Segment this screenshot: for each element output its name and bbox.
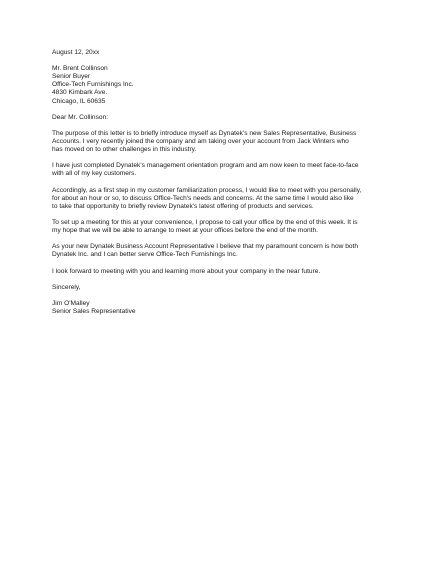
letter-page bbox=[52, 49, 397, 316]
paragraph-meeting-request bbox=[52, 187, 397, 211]
paragraph-orientation bbox=[52, 162, 397, 178]
spacer bbox=[52, 106, 397, 114]
paragraph-line: Accordingly, as a first step in my customer familiarization process, I would like to meet with you personally, bbox=[52, 186, 362, 194]
spacer bbox=[52, 179, 397, 187]
paragraph-line: to take that opportunity to briefly review Dynatek's latest offering of products and services. bbox=[52, 202, 314, 210]
paragraph-concern bbox=[52, 243, 397, 259]
paragraph-line: As your new Dynatek Business Account Representative I believe that my paramount concern is how both bbox=[52, 243, 359, 251]
spacer bbox=[52, 122, 397, 130]
spacer bbox=[52, 276, 397, 284]
recipient-street: 4830 Kimbark Ave. bbox=[52, 89, 108, 97]
paragraph-line: for about an hour or so, to discuss Office-Tech's needs and concerns. At the same time I would also like bbox=[52, 194, 354, 202]
recipient-address-block bbox=[52, 65, 397, 105]
paragraph-introduction bbox=[52, 130, 397, 154]
paragraph-line: Dynatek Inc. and I can better serve Office-Tech Furnishings Inc. bbox=[52, 251, 238, 259]
signature-title: Senior Sales Representative bbox=[52, 308, 136, 315]
salutation: Dear Mr. Collinson: bbox=[52, 113, 109, 121]
paragraph-closing-remark bbox=[52, 268, 397, 276]
spacer bbox=[52, 211, 397, 219]
paragraph-line: To set up a meeting for this at your convenience, I propose to call your office by the end of this week. It is bbox=[52, 218, 358, 226]
recipient-name: Mr. Brent Collinson bbox=[52, 65, 108, 73]
closing: Sincerely, bbox=[52, 283, 81, 291]
spacer bbox=[52, 154, 397, 162]
paragraph-line: my hope that we will be able to arrange to meet at your offices before the end of the month. bbox=[52, 227, 318, 235]
spacer bbox=[52, 292, 397, 300]
paragraph-line: The purpose of this letter is to briefly introduce myself as Dynatek's new Sales Representative, Business bbox=[52, 129, 357, 137]
letter-date: August 12, 20xx bbox=[52, 49, 100, 56]
spacer bbox=[52, 235, 397, 243]
spacer bbox=[52, 57, 397, 65]
recipient-title: Senior Buyer bbox=[52, 73, 91, 81]
paragraph-line: I have just completed Dynatek's management orientation program and am now keen to meet face-to-face bbox=[52, 162, 359, 170]
spacer bbox=[52, 259, 397, 267]
paragraph-line: I look forward to meeting with you and learning more about your company in the near future. bbox=[52, 267, 321, 275]
paragraph-line: with all of my key customers. bbox=[52, 170, 137, 178]
signature-block bbox=[52, 300, 397, 316]
paragraph-line: Accounts. I very recently joined the company and am taking over your account from Jack Winters who bbox=[52, 138, 349, 146]
paragraph-scheduling bbox=[52, 219, 397, 235]
signature-name: Jim O'Malley bbox=[52, 299, 90, 307]
recipient-city: Chicago, IL 60635 bbox=[52, 97, 106, 105]
paragraph-line: has moved on to other challenges in this industry. bbox=[52, 146, 197, 154]
recipient-company: Office-Tech Furnishings Inc. bbox=[52, 81, 134, 89]
